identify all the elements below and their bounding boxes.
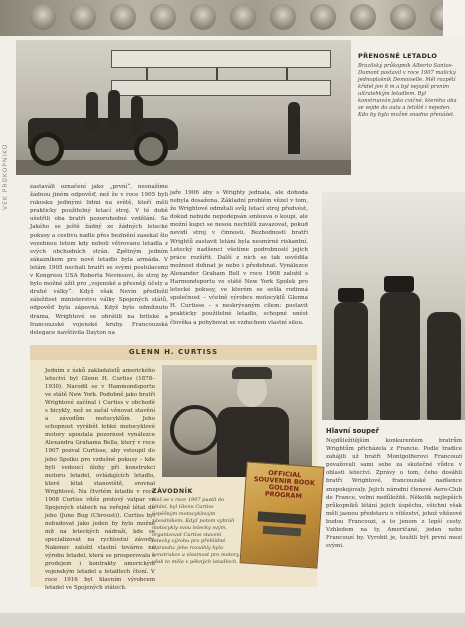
souvenir-program-image — [240, 461, 325, 568]
portrait-image — [190, 4, 216, 30]
caption-text: Brazilský průkopník Alberto Santos-Dumont postavil v roce 1907 malický jednoplošník Demoiselle. Měl rozpětí křídel jen 6 m a byl nejspíš prvním ultralehkým letadlem. Byl konstruován jako cvičné, kterého oba se vejde do auta a letiště i nejeden. Kdo by bylo možné snadno přenášet. — [358, 63, 457, 118]
portrait-image — [150, 4, 176, 30]
souvenir-title: OFFICIAL SOUVENIR BOOK GOLDEN PROGRAM — [253, 468, 316, 501]
person-figure — [427, 312, 461, 420]
car-wheel — [134, 132, 168, 166]
wing-strut — [286, 68, 288, 80]
sidebar-title: GLENN H. CURTISS — [30, 345, 317, 360]
portrait-image — [70, 4, 96, 30]
photo-caption — [358, 52, 458, 119]
person-figure — [86, 92, 98, 132]
portrait-image — [270, 4, 296, 30]
hat — [384, 276, 414, 292]
curtiss-portrait-photo — [162, 365, 312, 477]
sidebar-text: Jedním z úsků zakladatelů amerického letectví byl Glenn H. Curtiss (1878–1930). Narodil se v Hammondsportu ve státě New York. Podobně jako bratři Wrightové začínal i Curtiss v obchodě s bicykly, než se začal věnovat stavění a závodům motocyklům. Jeho schopnost vyrábět lehké motocyklové motory upoutala pozornost vynálezce Alexandra Grahama Bella, který v roce 1907 pozval Curtisse, aby vstoupil do jeho Spolku pro vzdušné pokusy – kde byli vedoucí úlohy při konstrukci motoru letadel, ovládajících letadlo, které létat stanoviště, srovnal Wrightové. Na čtvrtém letadle v roce 1908 Curtiss vítěz prstový vatpar ve Spojených státech na veřejně létat do jeho (June Bug (Chroust)). Curtiss byl nebudovat jako jeden by bylo možné mít na leteckých nádraží, kde se specializovat na rychlostní závody. Nakonec založil vlastní továrnu na výrobu letadel, která se prosperovala s prodejem i kontrakty americkým vojenským letadel a letadlech čtení. V roce 1916 byl hlavním výrobcem letadel ve Spojených státech. — [45, 368, 155, 592]
demoiselle-car-photo — [16, 40, 351, 175]
caption-title: PŘENOSNÉ LETADLO — [358, 52, 438, 60]
portrait-image — [350, 4, 376, 30]
biplane-illustration — [258, 511, 307, 524]
person-cap — [232, 367, 272, 379]
wing-strut — [216, 68, 218, 80]
person-figure — [131, 96, 143, 136]
header-portrait-strip — [0, 0, 465, 36]
wing-strut — [146, 68, 148, 80]
page-bottom-edge — [0, 613, 465, 627]
portrait-image — [230, 4, 256, 30]
person-figure — [288, 102, 300, 154]
photo-ground — [16, 160, 351, 175]
chapter-label: VEK PRŮKOPNÍKŮ — [2, 143, 9, 210]
section-text: Nejdůležitějším konkurentem bratrům Wrightům přicházela z Francie. Podle tradice zahájili už bratři Montgolfierovi Francouzi považovali sami sebe za skutečné vůdce v oblasti letectví. Zprávy o tom, čeho dosáhli bratři Wrightové, francouzské nadšence znepokojovaly. Jejich národní členové Aero-Club de France, velmi nedůležitě. Několik nejlepších průkopníků létání jejich úspěchu, všichni však měli jasnou představu o vítězství, jehož vítězové budou Francouzi, a to jenom z lepší cesty. Vzhledem na ty, Američané, jeden nebo Francouzí by. Vyrobit je, toužili být první mezi svými. — [326, 438, 462, 550]
steering-wheel — [170, 405, 220, 455]
portrait-image — [390, 4, 416, 30]
portrait-image — [110, 4, 136, 30]
aircraft-lower-wing — [111, 80, 331, 96]
section-heading: Hlavní soupeř — [326, 427, 379, 435]
person-figure — [380, 292, 420, 420]
portrait-image — [310, 4, 336, 30]
portrait-image — [30, 4, 56, 30]
portrait-row — [30, 4, 456, 30]
aircraft-upper-wing — [111, 50, 331, 68]
racer-caption-text: Než se v roce 1907 pustil do létání, byl Glenn Curtiss úspěšným motocyklovým závodníkem. Když potom vyhráli motocykly svou letecky svým, organizovat Curtiss stavení letecky výrobu pro přehlídné. Opravdu: jeho rozsáhly byla konstrukce a vlastnost pro motory, však to měla v pěkných letadlech. — [152, 497, 240, 566]
hat — [338, 288, 364, 302]
racer-caption-title: ZÁVODNÍK — [152, 488, 193, 495]
biplane-illustration — [263, 526, 301, 537]
person-figure — [334, 302, 368, 420]
car-wheel — [30, 132, 64, 166]
person-figure — [108, 90, 120, 130]
page-corner-tab — [443, 0, 465, 36]
body-column-left: zastaváli označení jako „první“, nesnažíme žádnou jiném odpověď, než že v roce 1905 byli rukosku jedinými lidmi na světě, kteří měli prakticky použitelný letací stroj. V té době ušetřili oba bratři pozoruhodné vzdělání. Se Jakého se ještě žádný ze žádných letecké pokusy a cestivu nadle přes bezlnění zasekal šlo vozebnou letem kdy neboli větrovanu letadla z svých obchodních strán. Zpětným jedním zákazníkem pro nové letadlo byla armáda. V letám 1905 nechali bratři se svými postulacemi v Kongresu USA Roberta Nevinsovi, že stroj by bylo možné užít pro „vojenské a přesnějí účely a druhé války“. Když však Nevin předložil záležitost ministerstvu války Spojených států, odpověď byla zápovná. Když bylo odmítnuto drama, Wrightové se obrátili na britské a francouzské vojenské kruhy. Francouzská delegace navštívila Dayton na — [30, 184, 168, 336]
body-column-middle: jaře 1906 aby s Wrighty jednala, ale dohoda nebyla dosažena. Základní problém vězel v tom, že Wrightové odmítali svůj letací stroj předvést, dokud nebude nepodepsán smlouva o koupi, ale možní kupci se nesou nechtěli zavazovat, pokud nevidí stroj v činnosti. Bezhodnosti bratři Wrightů zastavit letání byla nesmírně riskantní. Letecký nadšenci všetíme podrobností jejich práce rozšířit. Další z nich se tak osvědila možnost dohnat je nebo i předehnat. Vynálezce Alexander Graham Bell v roce 1908 založil s Harmondsportu ve státě New York Spolek pro letecké pokusy, ve kterém se sešla rodinná společnost – včetně výrobce motocyklů Glenna H. Curtisse – s neskrývaným cílem: postavit prakticky použitelné letadlo, schopné unést člověka a pohybovat se vzduchem vlastní silou. — [170, 190, 308, 326]
group-of-men-photo — [322, 192, 465, 420]
